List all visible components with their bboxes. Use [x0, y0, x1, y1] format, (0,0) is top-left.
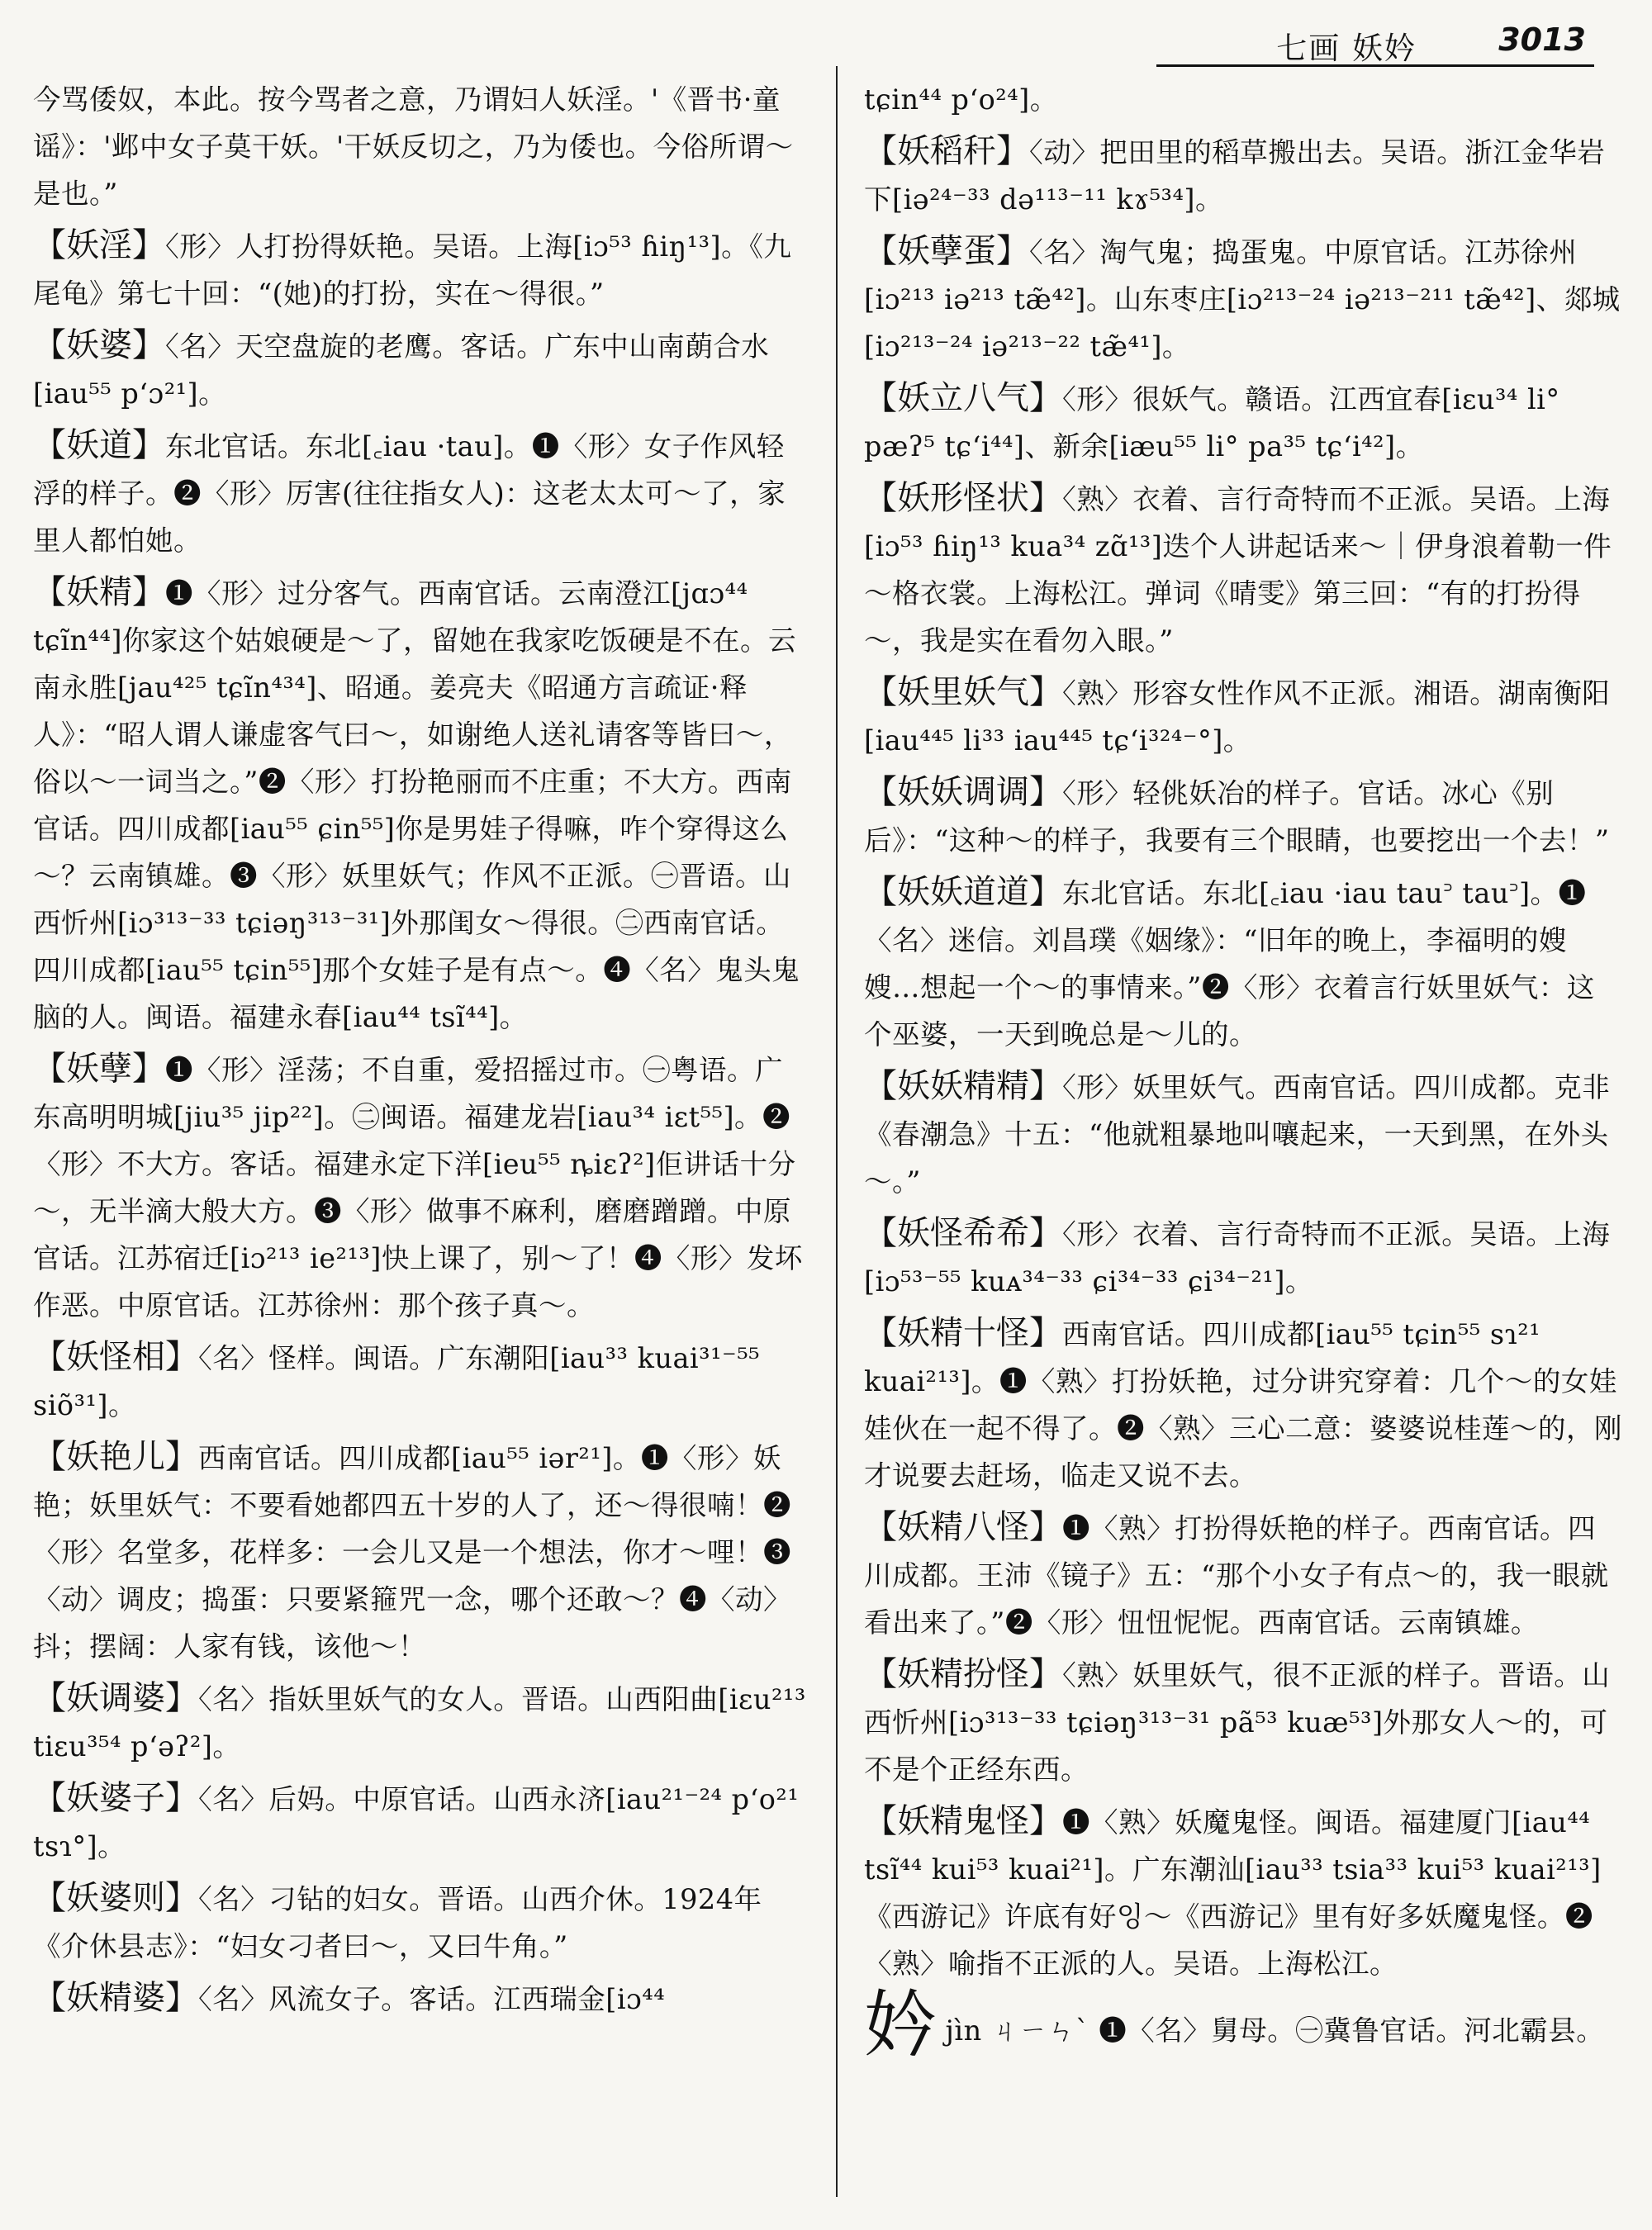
dictionary-entry [33, 1675, 809, 1770]
entry-body: ❶〈形〉过分客气。西南官话。云南澄江[jɑɔ⁴⁴ tɕĩn⁴⁴]你家这个姑娘硬是～了，留她在我家吃饭硬是不在。云南永胜[jau⁴²⁵ tɕĩn⁴³⁴]、昭通。姜亮夫《昭通方言疏证·释人》：“昭人谓人谦虚客气曰～，如谢绝人送礼请客等皆曰～，俗以～一词当之。”❷〈形〉打扮艳丽而不庄重；不大方。西南官话。四川成都[iau⁵⁵ ɕin⁵⁵]你是男娃子得嘛，咋个穿得这么～？云南镇雄。❸〈形〉妖里妖气；作风不正派。㊀晋语。山西忻州[iɔ³¹³⁻³³ tɕiəŋ³¹³⁻³¹]外那闺女～得很。㊁西南官话。四川成都[iau⁵⁵ tɕin⁵⁵]那个女娃子是有点～。❹〈名〉鬼头鬼脑的人。闽语。福建永春[iau⁴⁴ tsĩ⁴⁴]。 [33, 577, 800, 1033]
headword: 【妖精鬼怪】 [864, 1802, 1062, 1840]
column-divider [836, 66, 838, 2197]
entry-body: 西南官话。四川成都[iau⁵⁵ tɕin⁵⁵ sɿ²¹ kuai²¹³]。❶〈熟〉打扮妖艳，过分讲究穿着：几个～的女娃娃伙在一起不得了。❷〈熟〉三心二意：婆婆说桂莲～的，刚才说要去赶场，临走又说不去。 [864, 1318, 1622, 1492]
right-column [864, 76, 1622, 2067]
entry-body: 〈名〉天空盘旋的老鹰。客话。广东中山南蓢合水[iau⁵⁵ p‘ɔ²¹]。 [33, 330, 770, 410]
headword: 【妖孽】 [33, 1050, 165, 1088]
headword: 【妖里妖气】 [864, 673, 1062, 711]
dictionary-entry [33, 569, 809, 1041]
dictionary-entry [33, 1975, 809, 2023]
entry-body: 〈名〉指妖里妖气的女人。晋语。山西阳曲[iɛu²¹³ tiɛu³⁵⁴ p‘əʔ²]。 [33, 1683, 806, 1763]
entry-body: ❶〈熟〉打扮得妖艳的样子。西南官话。四川成都。王沛《镜子》五：“那个小女子有点～的，我一眼就看出来了。”❷〈形〉忸忸怩怩。西南官话。云南镇雄。 [864, 1512, 1609, 1639]
dictionary-entry [864, 669, 1622, 764]
dictionary-entry [33, 422, 809, 564]
headword: 【妖精婆】 [33, 1979, 198, 2017]
entry-body: tɕin⁴⁴ p‘o²⁴]。 [864, 83, 1058, 116]
headword: 【妖怪相】 [33, 1338, 198, 1376]
entry-body: 〈名〉怪样。闽语。广东潮阳[iau³³ kuai³¹⁻⁵⁵ siõ³¹]。 [33, 1342, 761, 1421]
entry-body: 〈形〉很妖气。赣语。江西宜春[iɛu³⁴ li° pæʔ⁵ tɕ‘i⁴⁴]、新余[iæu⁵⁵ li° pa³⁵ tɕ‘i⁴²]。 [864, 383, 1560, 463]
entry-body: 〈动〉把田里的稻草搬出去。吴语。浙江金华岩下[iə²⁴⁻³³ də¹¹³⁻¹¹ kɤ⁵³⁴]。 [864, 136, 1606, 216]
entry-body: 西南官话。四川成都[iau⁵⁵ iər²¹]。❶〈形〉妖艳；妖里妖气：不要看她都四五十岁的人了，还～得很喃！❷〈形〉名堂多，花样多：一会儿又是一个想法，你才～哩！❸〈动〉调皮；捣蛋：只要紧箍咒一念，哪个还敢～？❹〈动〉抖；摆阔：人家有钱，该他～！ [33, 1442, 791, 1663]
dictionary-entry [864, 375, 1622, 470]
dictionary-entry [864, 1798, 1622, 1987]
entry-body: ❶〈熟〉妖魔鬼怪。闽语。福建厦门[iau⁴⁴ tsĩ⁴⁴ kui⁵³ kuai²¹]。广东潮汕[iau³³ tsia³³ kui⁵³ kuai²¹³]《西游记》许底有好잉～《西游记》里有好多妖魔鬼怪。❷〈熟〉喻指不正派的人。吴语。上海松江。 [864, 1806, 1602, 1980]
dictionary-entry [864, 128, 1622, 223]
headword: 【妖妖道道】 [864, 873, 1062, 911]
entry-body: 〈形〉轻佻妖冶的样子。官话。冰心《别后》：“这种～的样子，我要有三个眼睛，也要挖出一个去！” [864, 777, 1610, 856]
headword: 【妖精】 [33, 573, 165, 611]
dictionary-entry [864, 475, 1622, 664]
dictionary-entry [33, 1046, 809, 1329]
entry-body: 〈形〉衣着、言行奇特而不正派。吴语。上海[iɔ⁵³⁻⁵⁵ kuᴀ³⁴⁻³³ ɕi³⁴⁻³³ ɕi³⁴⁻²¹]。 [864, 1218, 1611, 1298]
dictionary-entry [864, 1310, 1622, 1499]
head-character: 妗 [864, 1982, 938, 2067]
dictionary-entry [864, 1063, 1622, 1205]
dictionary-entry [33, 1775, 809, 1870]
headword: 【妖妖精精】 [864, 1067, 1062, 1105]
dictionary-entry [33, 222, 809, 317]
entry-body: jìn ㄐㄧㄣˋ ❶〈名〉舅母。㊀冀鲁官话。河北霸县。 [945, 2014, 1605, 2047]
headword: 【妖妖调调】 [864, 773, 1062, 811]
headword: 【妖婆子】 [33, 1779, 198, 1817]
page-number: 3013 [1498, 21, 1586, 58]
entry-body: 东北官话。东北[꜀iau ·iau tau꜄ tau꜄]。❶〈名〉迷信。刘昌璞《姻缘》：“旧年的晚上，李福明的嫂嫂…想起一个～的事情来。”❷〈形〉衣着言行妖里妖气：这个巫婆，一天到晚总是～儿的。 [864, 877, 1595, 1051]
headword: 【妖淫】 [33, 226, 165, 264]
header-rule [1156, 64, 1594, 67]
headword: 【妖道】 [33, 426, 165, 464]
entry-body: 〈名〉淘气鬼；捣蛋鬼。中原官话。江苏徐州[iɔ²¹³ iə²¹³ tæ̃⁴²]。山东枣庄[iɔ²¹³⁻²⁴ iə²¹³⁻²¹¹ tæ̃⁴²]、郯城[iɔ²¹³⁻²⁴ iə²¹³⁻²² tæ̃⁴¹]。 [864, 236, 1621, 363]
continued-text [33, 76, 809, 217]
entry-body: 今骂倭奴，本此。按今骂者之意，乃谓妇人妖淫。'《晋书·童谣》：'邺中女子莫干妖。'干妖反切之，乃为倭也。今俗所谓～是也。” [33, 83, 794, 210]
entry-body: 〈名〉刁钻的妇女。晋语。山西介休。1924年《介休县志》：“妇女刁者曰～，又曰牛角。” [33, 1883, 762, 1962]
dictionary-entry [864, 869, 1622, 1058]
entry-body: ❶〈形〉淫荡；不自重，爱招摇过市。㊀粤语。广东高明明城[jiu³⁵ jip²²]。㊁闽语。福建龙岩[iau³⁴ iɛt⁵⁵]。❷〈形〉不大方。客话。福建永定下洋[ieu⁵⁵ ȵiɛʔ²]佢讲话十分～，无半滴大般大方。❸〈形〉做事不麻利，磨磨蹭蹭。中原官话。江苏宿迁[iɔ²¹³ ie²¹³]快上课了，别～了！❹〈形〉发坏作恶。中原官话。江苏徐州：那个孩子真～。 [33, 1054, 803, 1321]
entry-body: 〈熟〉衣着、言行奇特而不正派。吴语。上海[iɔ⁵³ ɦiŋ¹³ kua³⁴ zɑ̃¹³]迭个人讲起话来～｜伊身浪着勒一件～格衣裳。上海松江。弹词《晴雯》第三回：“有的打扮得～，我是实在看勿入眼。” [864, 483, 1612, 657]
dictionary-entry [864, 1210, 1622, 1305]
headword: 【妖形怪状】 [864, 479, 1062, 517]
headword: 【妖精十怪】 [864, 1314, 1062, 1352]
dictionary-entry [33, 1434, 809, 1670]
headword: 【妖稻秆】 [864, 132, 1029, 170]
dictionary-entry [33, 322, 809, 417]
dictionary-entry [864, 1651, 1622, 1793]
continued-text [864, 76, 1622, 123]
headword: 【妖精八怪】 [864, 1508, 1062, 1546]
dictionary-entry [864, 1504, 1622, 1646]
headword: 【妖艳儿】 [33, 1438, 198, 1476]
headword: 【妖婆】 [33, 326, 165, 364]
left-column [33, 76, 809, 2028]
headword: 【妖怪希希】 [864, 1214, 1062, 1252]
entry-body: 〈名〉风流女子。客话。江西瑞金[iɔ⁴⁴ [198, 1983, 666, 2015]
entry-body: 〈熟〉妖里妖气，很不正派的样子。晋语。山西忻州[iɔ³¹³⁻³³ tɕiəŋ³¹³⁻³¹ pã⁵³ kuæ⁵³]外那女人～的，可不是个正经东西。 [864, 1659, 1611, 1786]
headword: 【妖立八气】 [864, 379, 1062, 417]
headword: 【妖精扮怪】 [864, 1655, 1062, 1693]
entry-body: 〈形〉人打扮得妖艳。吴语。上海[iɔ⁵³ ɦiŋ¹³]。《九尾龟》第七十回：“(她)的打扮，实在～得很。” [33, 230, 792, 310]
dictionary-entry [33, 1875, 809, 1970]
dictionary-entry [33, 1334, 809, 1429]
entry-body: 〈熟〉形容女性作风不正派。湘语。湖南衡阳[iau⁴⁴⁵ li³³ iau⁴⁴⁵ tɕ‘i³²⁴⁻°]。 [864, 677, 1611, 757]
headword: 【妖孽蛋】 [864, 232, 1029, 270]
page-header [0, 12, 1619, 66]
entry-body: 〈形〉妖里妖气。西南官话。四川成都。克非《春潮急》十五：“他就粗暴地叫嚷起来，一天到黑，在外头～。” [864, 1071, 1611, 1198]
dictionary-entry [864, 228, 1622, 370]
section-title: 七画 妖妗 [1276, 31, 1417, 66]
entry-body: 东北官话。东北[꜀iau ·tau]。❶〈形〉女子作风轻浮的样子。❷〈形〉厉害(往往指女人)：这老太太可～了，家里人都怕她。 [33, 430, 786, 557]
headword: 【妖婆则】 [33, 1879, 198, 1917]
head-character-entry [864, 1982, 1622, 2067]
headword: 【妖调婆】 [33, 1679, 198, 1717]
entry-body: 〈名〉后妈。中原官话。山西永济[iau²¹⁻²⁴ p‘o²¹ tsɿ°]。 [33, 1783, 800, 1862]
dictionary-entry [864, 769, 1622, 864]
